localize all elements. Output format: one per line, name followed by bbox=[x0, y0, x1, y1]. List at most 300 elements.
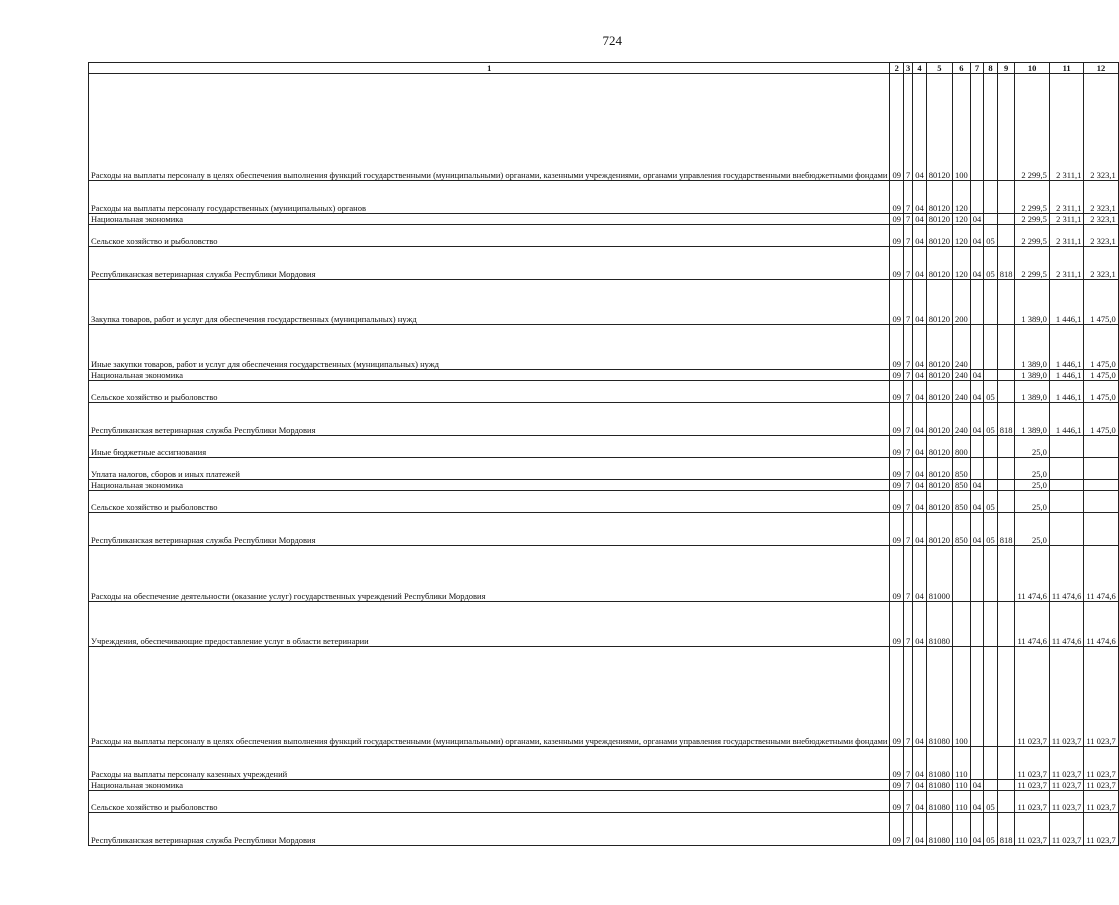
table-cell: 04 bbox=[913, 491, 927, 513]
table-cell: 1 389,0 bbox=[1015, 280, 1049, 325]
row-name-cell: Республиканская ветеринарная служба Республики Мордовия bbox=[89, 403, 890, 436]
table-cell: 2 311,1 bbox=[1049, 181, 1083, 214]
table-cell: 1 389,0 bbox=[1015, 325, 1049, 370]
table-row bbox=[89, 513, 1119, 546]
table-cell: 7 bbox=[903, 513, 912, 546]
table-cell: 05 bbox=[984, 225, 998, 247]
table-row bbox=[89, 491, 1119, 513]
table-cell: 04 bbox=[913, 813, 927, 846]
table-cell bbox=[997, 780, 1015, 791]
table-cell: 04 bbox=[913, 458, 927, 480]
table-cell bbox=[984, 747, 998, 780]
table-cell bbox=[1084, 491, 1118, 513]
table-cell: 04 bbox=[970, 480, 984, 491]
table-cell: 11 023,7 bbox=[1015, 791, 1049, 813]
table-cell bbox=[997, 74, 1015, 181]
table-cell: 11 023,7 bbox=[1049, 780, 1083, 791]
table-cell: 80120 bbox=[926, 491, 952, 513]
table-cell bbox=[997, 491, 1015, 513]
table-cell bbox=[984, 280, 998, 325]
table-cell bbox=[984, 602, 998, 647]
table-cell: 240 bbox=[952, 370, 970, 381]
table-row bbox=[89, 480, 1119, 491]
table-cell: 09 bbox=[890, 381, 904, 403]
table-row bbox=[89, 370, 1119, 381]
table-cell: 04 bbox=[913, 214, 927, 225]
table-cell: 80120 bbox=[926, 381, 952, 403]
table-cell bbox=[970, 546, 984, 602]
table-cell: 11 023,7 bbox=[1049, 791, 1083, 813]
table-cell: 7 bbox=[903, 403, 912, 436]
table-cell: 80120 bbox=[926, 247, 952, 280]
row-name-cell: Национальная экономика bbox=[89, 370, 890, 381]
table-cell: 7 bbox=[903, 325, 912, 370]
table-row bbox=[89, 813, 1119, 846]
row-name-cell: Сельское хозяйство и рыболовство bbox=[89, 225, 890, 247]
table-cell: 04 bbox=[970, 813, 984, 846]
table-cell bbox=[970, 74, 984, 181]
table-cell: 25,0 bbox=[1015, 491, 1049, 513]
table-cell bbox=[997, 214, 1015, 225]
table-cell bbox=[997, 602, 1015, 647]
page-number: 724 bbox=[602, 33, 622, 48]
table-cell bbox=[970, 181, 984, 214]
table-cell bbox=[970, 436, 984, 458]
table-cell bbox=[1049, 513, 1083, 546]
table-cell bbox=[997, 747, 1015, 780]
row-name-cell: Национальная экономика bbox=[89, 214, 890, 225]
table-cell: 04 bbox=[913, 747, 927, 780]
table-cell bbox=[997, 325, 1015, 370]
row-name-cell: Иные бюджетные ассигнования bbox=[89, 436, 890, 458]
row-name-cell: Национальная экономика bbox=[89, 780, 890, 791]
table-cell: 04 bbox=[913, 436, 927, 458]
table-cell: 1 446,1 bbox=[1049, 381, 1083, 403]
table-cell bbox=[997, 225, 1015, 247]
table-cell: 04 bbox=[970, 381, 984, 403]
table-row bbox=[89, 780, 1119, 791]
table-cell: 240 bbox=[952, 381, 970, 403]
table-cell: 11 023,7 bbox=[1015, 813, 1049, 846]
table-cell: 200 bbox=[952, 280, 970, 325]
row-name-cell: Сельское хозяйство и рыболовство bbox=[89, 491, 890, 513]
table-cell bbox=[984, 325, 998, 370]
table-cell: 7 bbox=[903, 181, 912, 214]
table-cell: 09 bbox=[890, 647, 904, 747]
table-cell: 04 bbox=[970, 491, 984, 513]
table-cell: 7 bbox=[903, 225, 912, 247]
table-cell: 09 bbox=[890, 491, 904, 513]
table-cell: 80120 bbox=[926, 280, 952, 325]
row-name-cell: Расходы на выплаты персоналу государственных (муниципальных) органов bbox=[89, 181, 890, 214]
row-name-cell: Национальная экономика bbox=[89, 480, 890, 491]
table-cell: 04 bbox=[913, 381, 927, 403]
budget-table bbox=[88, 62, 1119, 846]
table-cell: 2 323,1 bbox=[1084, 74, 1118, 181]
table-cell: 09 bbox=[890, 74, 904, 181]
table-cell: 2 323,1 bbox=[1084, 247, 1118, 280]
table-row bbox=[89, 214, 1119, 225]
table-row bbox=[89, 280, 1119, 325]
table-cell: 1 446,1 bbox=[1049, 280, 1083, 325]
table-cell bbox=[984, 780, 998, 791]
table-cell bbox=[970, 602, 984, 647]
table-cell: 04 bbox=[913, 225, 927, 247]
table-cell: 05 bbox=[984, 247, 998, 280]
table-cell: 2 299,5 bbox=[1015, 214, 1049, 225]
row-name-cell: Расходы на выплаты персоналу в целях обеспечения выполнения функций государственными (муниципальными) органами, казенными учреждениями, органами управления государственными внебюджетными фондами bbox=[89, 74, 890, 181]
table-cell bbox=[970, 325, 984, 370]
table-cell: 2 311,1 bbox=[1049, 74, 1083, 181]
table-cell: 04 bbox=[970, 780, 984, 791]
table-cell: 2 323,1 bbox=[1084, 214, 1118, 225]
table-cell: 850 bbox=[952, 491, 970, 513]
table-cell: 11 474,6 bbox=[1084, 546, 1118, 602]
table-cell: 04 bbox=[913, 647, 927, 747]
row-name-cell: Уплата налогов, сборов и иных платежей bbox=[89, 458, 890, 480]
table-cell: 04 bbox=[913, 181, 927, 214]
table-cell bbox=[984, 214, 998, 225]
table-cell: 11 023,7 bbox=[1015, 747, 1049, 780]
table-row bbox=[89, 602, 1119, 647]
table-cell: 7 bbox=[903, 247, 912, 280]
table-cell: 120 bbox=[952, 181, 970, 214]
column-header: 3 bbox=[903, 63, 912, 74]
table-cell: 09 bbox=[890, 247, 904, 280]
column-header: 12 bbox=[1084, 63, 1118, 74]
table-cell: 80120 bbox=[926, 436, 952, 458]
table-cell: 1 446,1 bbox=[1049, 370, 1083, 381]
table-cell: 2 323,1 bbox=[1084, 181, 1118, 214]
row-name-cell: Республиканская ветеринарная служба Республики Мордовия bbox=[89, 513, 890, 546]
table-cell: 1 475,0 bbox=[1084, 403, 1118, 436]
table-cell bbox=[984, 74, 998, 181]
table-cell: 04 bbox=[913, 74, 927, 181]
table-cell: 11 023,7 bbox=[1015, 780, 1049, 791]
table-cell: 80120 bbox=[926, 403, 952, 436]
table-cell: 818 bbox=[997, 403, 1015, 436]
column-header: 6 bbox=[952, 63, 970, 74]
table-cell: 04 bbox=[913, 546, 927, 602]
table-cell: 04 bbox=[970, 214, 984, 225]
row-name-cell: Республиканская ветеринарная служба Республики Мордовия bbox=[89, 247, 890, 280]
table-row bbox=[89, 181, 1119, 214]
table-cell: 7 bbox=[903, 546, 912, 602]
row-name-cell: Расходы на обеспечение деятельности (оказание услуг) государственных учреждений Республики Мордовия bbox=[89, 546, 890, 602]
table-cell: 1 446,1 bbox=[1049, 325, 1083, 370]
table-cell: 11 023,7 bbox=[1084, 791, 1118, 813]
table-cell bbox=[997, 280, 1015, 325]
table-cell: 81080 bbox=[926, 813, 952, 846]
table-cell: 81000 bbox=[926, 546, 952, 602]
table-cell: 81080 bbox=[926, 747, 952, 780]
table-cell: 2 299,5 bbox=[1015, 225, 1049, 247]
row-name-cell: Иные закупки товаров, работ и услуг для обеспечения государственных (муниципальных) нужд bbox=[89, 325, 890, 370]
table-row bbox=[89, 325, 1119, 370]
column-header: 7 bbox=[970, 63, 984, 74]
table-cell: 11 474,6 bbox=[1049, 602, 1083, 647]
table-cell: 2 311,1 bbox=[1049, 214, 1083, 225]
table-cell: 11 474,6 bbox=[1015, 602, 1049, 647]
table-cell: 2 311,1 bbox=[1049, 225, 1083, 247]
table-cell: 2 323,1 bbox=[1084, 225, 1118, 247]
table-cell: 1 389,0 bbox=[1015, 370, 1049, 381]
table-cell: 7 bbox=[903, 381, 912, 403]
table-cell: 80120 bbox=[926, 225, 952, 247]
table-cell bbox=[997, 370, 1015, 381]
table-cell: 09 bbox=[890, 280, 904, 325]
table-cell bbox=[1084, 480, 1118, 491]
table-cell: 09 bbox=[890, 181, 904, 214]
table-cell: 80120 bbox=[926, 214, 952, 225]
table-cell: 110 bbox=[952, 780, 970, 791]
table-cell: 09 bbox=[890, 813, 904, 846]
table-row bbox=[89, 647, 1119, 747]
table-cell: 09 bbox=[890, 546, 904, 602]
table-cell: 09 bbox=[890, 370, 904, 381]
table-cell: 1 475,0 bbox=[1084, 280, 1118, 325]
table-cell bbox=[984, 647, 998, 747]
table-cell: 80120 bbox=[926, 513, 952, 546]
table-row bbox=[89, 791, 1119, 813]
table-cell: 11 474,6 bbox=[1084, 602, 1118, 647]
table-cell: 11 023,7 bbox=[1084, 813, 1118, 846]
table-cell bbox=[1049, 458, 1083, 480]
table-cell bbox=[984, 370, 998, 381]
table-cell: 04 bbox=[913, 403, 927, 436]
table-row bbox=[89, 225, 1119, 247]
column-header: 10 bbox=[1015, 63, 1049, 74]
header-row bbox=[89, 63, 1119, 74]
row-name-cell: Закупка товаров, работ и услуг для обеспечения государственных (муниципальных) нужд bbox=[89, 280, 890, 325]
table-row bbox=[89, 74, 1119, 181]
table-cell: 80120 bbox=[926, 458, 952, 480]
table-cell: 7 bbox=[903, 74, 912, 181]
table-cell: 04 bbox=[970, 370, 984, 381]
table-cell: 04 bbox=[913, 480, 927, 491]
table-cell: 05 bbox=[984, 381, 998, 403]
table-cell: 2 311,1 bbox=[1049, 247, 1083, 280]
table-cell: 110 bbox=[952, 813, 970, 846]
table-cell: 2 299,5 bbox=[1015, 74, 1049, 181]
table-cell bbox=[997, 436, 1015, 458]
table-cell: 11 023,7 bbox=[1084, 780, 1118, 791]
column-header: 11 bbox=[1049, 63, 1083, 74]
table-cell: 818 bbox=[997, 247, 1015, 280]
table-cell: 800 bbox=[952, 436, 970, 458]
table-cell: 05 bbox=[984, 513, 998, 546]
table-cell bbox=[997, 791, 1015, 813]
table-cell: 25,0 bbox=[1015, 513, 1049, 546]
table-cell: 81080 bbox=[926, 791, 952, 813]
table-cell: 04 bbox=[913, 370, 927, 381]
table-cell: 7 bbox=[903, 480, 912, 491]
table-cell: 7 bbox=[903, 747, 912, 780]
table-cell: 04 bbox=[970, 791, 984, 813]
table-cell: 81080 bbox=[926, 780, 952, 791]
row-name-cell: Республиканская ветеринарная служба Республики Мордовия bbox=[89, 813, 890, 846]
table-cell: 09 bbox=[890, 780, 904, 791]
table-cell: 7 bbox=[903, 602, 912, 647]
table-cell: 11 023,7 bbox=[1049, 747, 1083, 780]
table-cell: 80120 bbox=[926, 325, 952, 370]
table-cell bbox=[984, 458, 998, 480]
table-cell: 09 bbox=[890, 325, 904, 370]
table-cell bbox=[984, 546, 998, 602]
table-cell: 11 474,6 bbox=[1049, 546, 1083, 602]
table-cell: 04 bbox=[970, 225, 984, 247]
table-row bbox=[89, 546, 1119, 602]
column-header: 5 bbox=[926, 63, 952, 74]
table-cell: 7 bbox=[903, 280, 912, 325]
table-cell: 818 bbox=[997, 813, 1015, 846]
table-cell: 04 bbox=[970, 403, 984, 436]
table-row bbox=[89, 403, 1119, 436]
table-cell bbox=[1084, 436, 1118, 458]
row-name-cell: Расходы на выплаты персоналу казенных учреждений bbox=[89, 747, 890, 780]
table-cell: 09 bbox=[890, 436, 904, 458]
table-cell: 7 bbox=[903, 370, 912, 381]
row-name-cell: Сельское хозяйство и рыболовство bbox=[89, 381, 890, 403]
table-cell: 09 bbox=[890, 458, 904, 480]
table-cell: 110 bbox=[952, 747, 970, 780]
table-cell: 80120 bbox=[926, 74, 952, 181]
table-cell: 850 bbox=[952, 458, 970, 480]
table-cell: 09 bbox=[890, 225, 904, 247]
table-cell: 7 bbox=[903, 780, 912, 791]
table-row bbox=[89, 458, 1119, 480]
table-cell: 11 023,7 bbox=[1049, 647, 1083, 747]
table-cell: 850 bbox=[952, 480, 970, 491]
table-cell: 09 bbox=[890, 602, 904, 647]
table-cell bbox=[970, 747, 984, 780]
table-cell bbox=[952, 602, 970, 647]
table-cell bbox=[1049, 491, 1083, 513]
table-cell: 81080 bbox=[926, 602, 952, 647]
table-cell: 05 bbox=[984, 791, 998, 813]
table-row bbox=[89, 381, 1119, 403]
table-cell: 7 bbox=[903, 813, 912, 846]
table-cell: 120 bbox=[952, 214, 970, 225]
table-cell: 100 bbox=[952, 647, 970, 747]
table-cell bbox=[997, 381, 1015, 403]
table-cell: 11 023,7 bbox=[1049, 813, 1083, 846]
table-cell: 80120 bbox=[926, 480, 952, 491]
table-cell bbox=[952, 546, 970, 602]
table-row bbox=[89, 436, 1119, 458]
table-cell: 04 bbox=[913, 602, 927, 647]
table-cell: 09 bbox=[890, 791, 904, 813]
table-cell: 04 bbox=[913, 247, 927, 280]
table-cell: 11 023,7 bbox=[1015, 647, 1049, 747]
table-cell bbox=[997, 546, 1015, 602]
table-row bbox=[89, 247, 1119, 280]
table-cell: 25,0 bbox=[1015, 480, 1049, 491]
table-cell: 05 bbox=[984, 491, 998, 513]
table-cell: 120 bbox=[952, 247, 970, 280]
table-cell: 7 bbox=[903, 436, 912, 458]
table-cell: 04 bbox=[913, 513, 927, 546]
table-cell: 11 023,7 bbox=[1084, 647, 1118, 747]
column-header: 1 bbox=[89, 63, 890, 74]
table-cell bbox=[1049, 480, 1083, 491]
table-cell bbox=[984, 436, 998, 458]
table-cell: 1 389,0 bbox=[1015, 381, 1049, 403]
table-cell: 120 bbox=[952, 225, 970, 247]
table-cell: 04 bbox=[913, 280, 927, 325]
table-cell: 110 bbox=[952, 791, 970, 813]
table-cell bbox=[970, 458, 984, 480]
table-cell bbox=[970, 647, 984, 747]
row-name-cell: Сельское хозяйство и рыболовство bbox=[89, 791, 890, 813]
table-cell: 81080 bbox=[926, 647, 952, 747]
table-cell: 7 bbox=[903, 491, 912, 513]
table-cell: 80120 bbox=[926, 370, 952, 381]
table-cell: 04 bbox=[913, 791, 927, 813]
table-cell: 7 bbox=[903, 458, 912, 480]
table-cell: 09 bbox=[890, 513, 904, 546]
table-cell bbox=[997, 458, 1015, 480]
table-cell: 240 bbox=[952, 403, 970, 436]
table-cell: 80120 bbox=[926, 181, 952, 214]
table-cell: 7 bbox=[903, 791, 912, 813]
table-cell bbox=[984, 480, 998, 491]
table-cell: 7 bbox=[903, 214, 912, 225]
table-cell bbox=[997, 480, 1015, 491]
table-cell: 04 bbox=[913, 780, 927, 791]
column-header: 8 bbox=[984, 63, 998, 74]
row-name-cell: Учреждения, обеспечивающие предоставление услуг в области ветеринарии bbox=[89, 602, 890, 647]
column-header: 9 bbox=[997, 63, 1015, 74]
table-cell: 1 389,0 bbox=[1015, 403, 1049, 436]
table-cell: 818 bbox=[997, 513, 1015, 546]
table-cell: 240 bbox=[952, 325, 970, 370]
table-cell: 25,0 bbox=[1015, 458, 1049, 480]
column-header: 4 bbox=[913, 63, 927, 74]
table-cell: 04 bbox=[970, 247, 984, 280]
table-cell: 7 bbox=[903, 647, 912, 747]
table-cell bbox=[1084, 458, 1118, 480]
table-cell: 05 bbox=[984, 813, 998, 846]
table-cell bbox=[997, 647, 1015, 747]
table-cell: 04 bbox=[913, 325, 927, 370]
column-header: 2 bbox=[890, 63, 904, 74]
table-cell: 2 299,5 bbox=[1015, 181, 1049, 214]
table-cell: 1 446,1 bbox=[1049, 403, 1083, 436]
table-cell: 100 bbox=[952, 74, 970, 181]
table-row bbox=[89, 747, 1119, 780]
table-cell bbox=[1049, 436, 1083, 458]
row-name-cell: Расходы на выплаты персоналу в целях обеспечения выполнения функций государственными (муниципальными) органами, казенными учреждениями, органами управления государственными внебюджетными фондами bbox=[89, 647, 890, 747]
table-cell: 09 bbox=[890, 480, 904, 491]
table-cell: 05 bbox=[984, 403, 998, 436]
table-cell bbox=[970, 280, 984, 325]
table-cell: 1 475,0 bbox=[1084, 325, 1118, 370]
table-cell: 09 bbox=[890, 747, 904, 780]
table-cell: 11 474,6 bbox=[1015, 546, 1049, 602]
table-cell: 11 023,7 bbox=[1084, 747, 1118, 780]
table-cell bbox=[997, 181, 1015, 214]
table-cell bbox=[984, 181, 998, 214]
table-cell: 1 475,0 bbox=[1084, 370, 1118, 381]
table-cell bbox=[1084, 513, 1118, 546]
table-cell: 04 bbox=[970, 513, 984, 546]
table-cell: 25,0 bbox=[1015, 436, 1049, 458]
table-cell: 2 299,5 bbox=[1015, 247, 1049, 280]
table-cell: 09 bbox=[890, 403, 904, 436]
table-cell: 850 bbox=[952, 513, 970, 546]
table-cell: 1 475,0 bbox=[1084, 381, 1118, 403]
